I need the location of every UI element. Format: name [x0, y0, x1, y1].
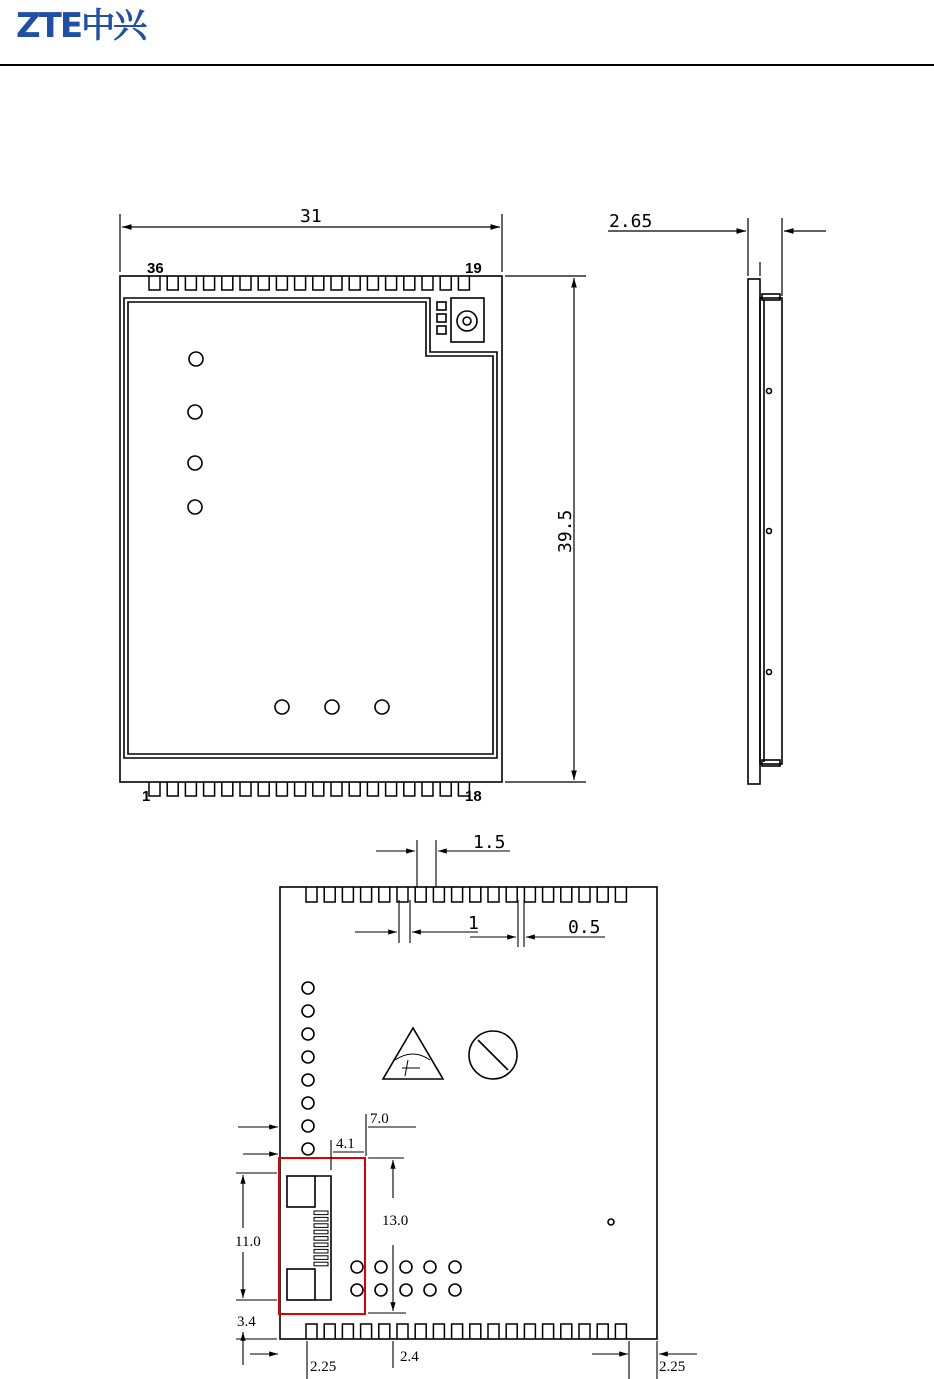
pin-pad: [415, 887, 426, 902]
pin-pad: [258, 782, 269, 796]
pad-width-label: 1.5: [473, 832, 506, 853]
pin-pad: [149, 782, 160, 796]
sim-highlight-box: [279, 1158, 365, 1314]
pin-pad: [276, 276, 287, 290]
sim-contact: [314, 1243, 328, 1247]
pin-pad: [149, 276, 160, 290]
pin-pad: [615, 1324, 626, 1339]
sim-contact: [314, 1211, 328, 1215]
bottom-dimensions: [236, 840, 697, 1379]
top-pin-row-top: [149, 276, 469, 290]
pin-label-1: 1: [142, 788, 151, 805]
offset-7-label: 7.0: [370, 1111, 389, 1127]
pin-pad: [222, 276, 233, 290]
pin-pad: [331, 782, 342, 796]
pin-pad: [488, 1324, 499, 1339]
pin-pad: [386, 276, 397, 290]
sim-contact: [314, 1256, 328, 1260]
height-11-label: 11.0: [235, 1234, 261, 1250]
pin-pad: [379, 1324, 390, 1339]
pin-pad: [470, 887, 481, 902]
pin-pad: [579, 887, 590, 902]
shield-inner: [128, 302, 493, 754]
pin-pad: [615, 887, 626, 902]
edge-right-label: 2.25: [659, 1359, 686, 1375]
pin-pad: [579, 1324, 590, 1339]
mount-hole: [188, 456, 202, 470]
offset-4-label: 4.1: [336, 1136, 355, 1152]
pin-pad: [561, 1324, 572, 1339]
pin-pad: [543, 887, 554, 902]
pin-pad: [258, 276, 269, 290]
offset-3-label: 3.4: [237, 1314, 256, 1330]
pin-pad: [397, 887, 408, 902]
pin-pad: [506, 1324, 517, 1339]
pin-pad: [488, 887, 499, 902]
mount-hole: [188, 500, 202, 514]
sim-contact: [314, 1224, 328, 1228]
pin-pad: [404, 782, 415, 796]
pin-pad: [204, 276, 215, 290]
pin-pad: [295, 276, 306, 290]
pin-pad: [313, 782, 324, 796]
test-point: [375, 700, 389, 714]
width-label: 31: [300, 206, 322, 227]
pin-pad: [313, 276, 324, 290]
pin-pad: [367, 276, 378, 290]
pin-pad: [306, 887, 317, 902]
pin-pad: [240, 782, 251, 796]
pin-pad: [361, 887, 372, 902]
spacing-label: 2.4: [400, 1349, 419, 1365]
bottom-outline: [280, 887, 657, 1339]
pin-pad: [422, 782, 433, 796]
pin-pad: [422, 276, 433, 290]
pin-pad: [524, 1324, 535, 1339]
pin-pad: [349, 276, 360, 290]
pin-label-19: 19: [465, 260, 482, 277]
pin-pad: [324, 1324, 335, 1339]
pin-pad: [470, 1324, 481, 1339]
pin-pad: [433, 1324, 444, 1339]
bottom-view: [280, 887, 657, 1339]
sim-contact-pins: [314, 1211, 328, 1266]
pin-pad: [440, 782, 451, 796]
bottom-pin-row-bottom: [306, 1324, 626, 1339]
test-point: [275, 700, 289, 714]
mount-hole: [189, 352, 203, 366]
pin-pad: [561, 887, 572, 902]
pin-pad: [440, 276, 451, 290]
height-label: 39.5: [555, 509, 576, 553]
pin-pad: [524, 887, 535, 902]
pin-pad: [185, 276, 196, 290]
sim-contact: [314, 1237, 328, 1241]
pin-pad: [342, 1324, 353, 1339]
pin-pad: [543, 1324, 554, 1339]
mount-hole: [188, 405, 202, 419]
sim-contact: [314, 1249, 328, 1253]
sim-contact: [314, 1230, 328, 1234]
pin-pad: [433, 887, 444, 902]
pin-pad: [597, 887, 608, 902]
pin-pad: [386, 782, 397, 796]
pin-label-18: 18: [465, 788, 482, 805]
pin-pad: [240, 276, 251, 290]
sim-contact: [314, 1262, 328, 1266]
pin-pad: [324, 887, 335, 902]
pin-pad: [379, 887, 390, 902]
pin-pad: [306, 1324, 317, 1339]
pin-pad: [361, 1324, 372, 1339]
thickness-label: 2.65: [609, 211, 653, 232]
shield-outline: [124, 298, 497, 758]
top-pin-row-bottom: [149, 782, 469, 796]
pin-pad: [597, 1324, 608, 1339]
pin-pad: [342, 887, 353, 902]
sim-contact: [314, 1217, 328, 1221]
pitch-label: 1: [468, 913, 479, 934]
edge-left-label: 2.25: [310, 1359, 337, 1375]
test-point: [325, 700, 339, 714]
pin-pad: [367, 782, 378, 796]
pin-pad: [222, 782, 233, 796]
pin-pad: [167, 782, 178, 796]
pin-pad: [397, 1324, 408, 1339]
height-13-label: 13.0: [382, 1213, 409, 1229]
pin-pad: [185, 782, 196, 796]
bottom-pin-row-top: [306, 887, 626, 902]
pin-pad: [276, 782, 287, 796]
pin-pad: [204, 782, 215, 796]
pin-label-36: 36: [147, 260, 164, 277]
top-view: [120, 276, 502, 782]
antenna-connector: [451, 298, 484, 342]
pin-pad: [295, 782, 306, 796]
zte-logo: ZTE中兴: [16, 6, 146, 46]
pin-pad: [452, 887, 463, 902]
pin-pad: [331, 276, 342, 290]
pin-pad: [506, 887, 517, 902]
gap-label: 0.5: [568, 917, 601, 938]
pin-pad: [415, 1324, 426, 1339]
pin-pad: [404, 276, 415, 290]
pin-pad: [458, 276, 469, 290]
pin-pad: [167, 276, 178, 290]
side-view: [748, 279, 782, 784]
pin-pad: [452, 1324, 463, 1339]
pin-pad: [349, 782, 360, 796]
